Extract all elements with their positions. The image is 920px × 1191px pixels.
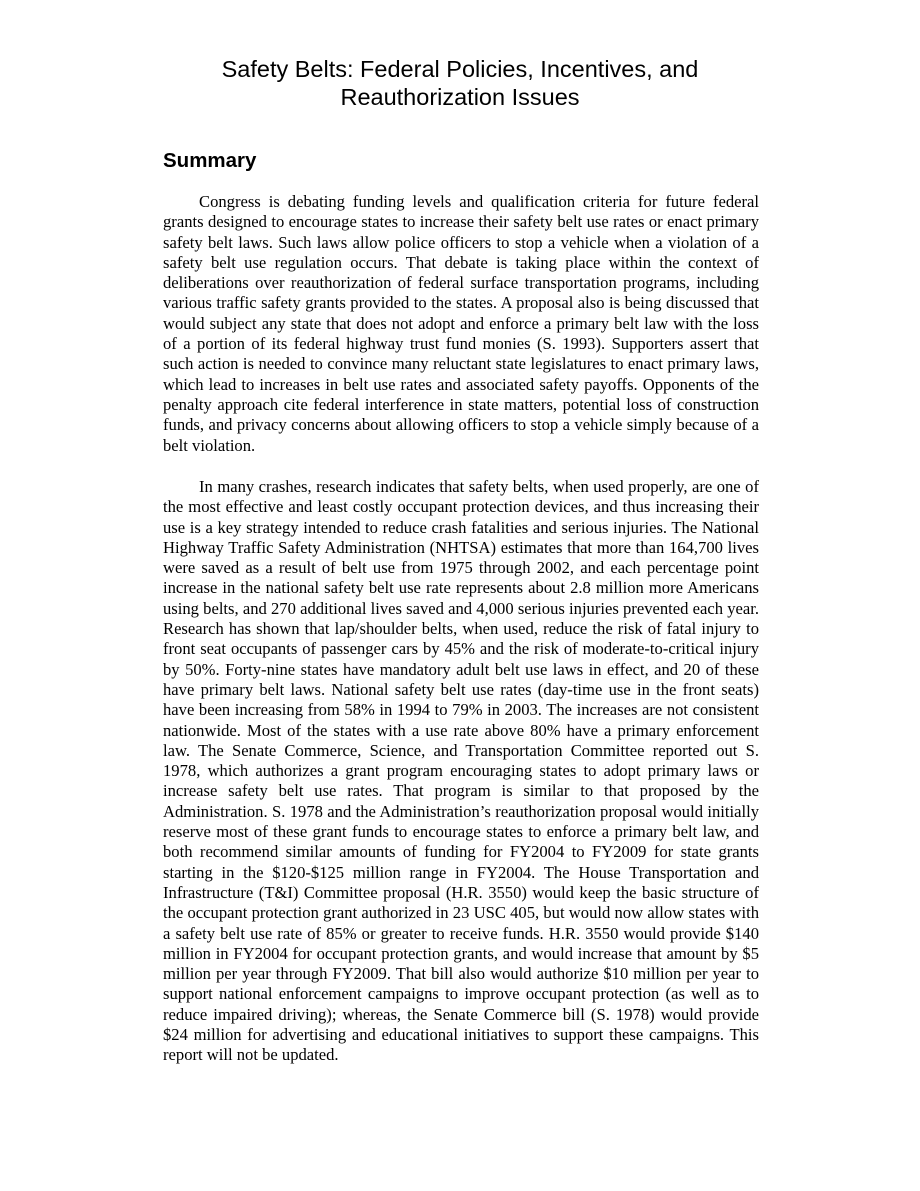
- summary-paragraph-1: Congress is debating funding levels and qualification criteria for future federal grants designed to encourage states to increase their safety belt use rates or enact primary safety belt laws. Such laws allow police officers to stop a vehicle when a violation of a safety belt use regulation occurs. That debate is taking place within the context of deliberations over reauthorization of federal surface transportation programs, including various traffic safety grants provided to the states. A proposal also is being discussed that would subject any state that does not adopt and enforce a primary belt law with the loss of a portion of its federal highway trust fund monies (S. 1993). Supporters assert that such action is needed to convince many reluctant state legislatures to enact primary laws, which lead to increases in belt use rates and associated safety payoffs. Opponents of the penalty approach cite federal interference in state matters, potential loss of construction funds, and privacy concerns about allowing officers to stop a vehicle simply because of a belt violation.: [163, 192, 759, 455]
- document-title-line-2: Reauthorization Issues: [340, 84, 580, 110]
- document-title: [0, 55, 920, 111]
- summary-heading: Summary: [163, 149, 257, 172]
- document-title-line-1: Safety Belts: Federal Policies, Incentives, and: [221, 56, 699, 82]
- summary-paragraph-2: In many crashes, research indicates that safety belts, when used properly, are one of the most effective and least costly occupant protection devices, and thus increasing their use is a key strategy intended to reduce crash fatalities and serious injuries. The National Highway Traffic Safety Administration (NHTSA) estimates that more than 164,700 lives were saved as a result of belt use from 1975 through 2002, and each percentage point increase in the national safety belt use rate represents about 2.8 million more Americans using belts, and 270 additional lives saved and 4,000 serious injuries prevented each year. Research has shown that lap/shoulder belts, when used, reduce the risk of fatal injury to front seat occupants of passenger cars by 45% and the risk of moderate-to-critical injury by 50%. Forty-nine states have mandatory adult belt use laws in effect, and 20 of these have primary belt laws. National safety belt use rates (day-time use in the front seats) have been increasing from 58% in 1994 to 79% in 2003. The increases are not consistent nationwide. Most of the states with a use rate above 80% have a primary enforcement law. The Senate Commerce, Science, and Transportation Committee reported out S. 1978, which authorizes a grant program encouraging states to adopt primary laws or increase safety belt use rates. That program is similar to that proposed by the Administration. S. 1978 and the Administration’s reauthorization proposal would initially reserve most of these grant funds to encourage states to enforce a primary belt law, and both recommend similar amounts of funding for FY2004 to FY2009 for state grants starting in the $120-$125 million range in FY2004. The House Transportation and Infrastructure (T&I) Committee proposal (H.R. 3550) would keep the basic structure of the occupant protection grant authorized in 23 USC 405, but would now allow states with a safety belt use rate of 85% or greater to receive funds. H.R. 3550 would provide $140 million in FY2004 for occupant protection grants, and would increase that amount by $5 million per year through FY2009. That bill also would authorize $10 million per year to support national enforcement campaigns to improve occupant protection (as well as to reduce impaired driving); whereas, the Senate Commerce bill (S. 1978) would provide $24 million for advertising and educational initiatives to support these campaigns. This report will not be updated.: [163, 477, 759, 1065]
